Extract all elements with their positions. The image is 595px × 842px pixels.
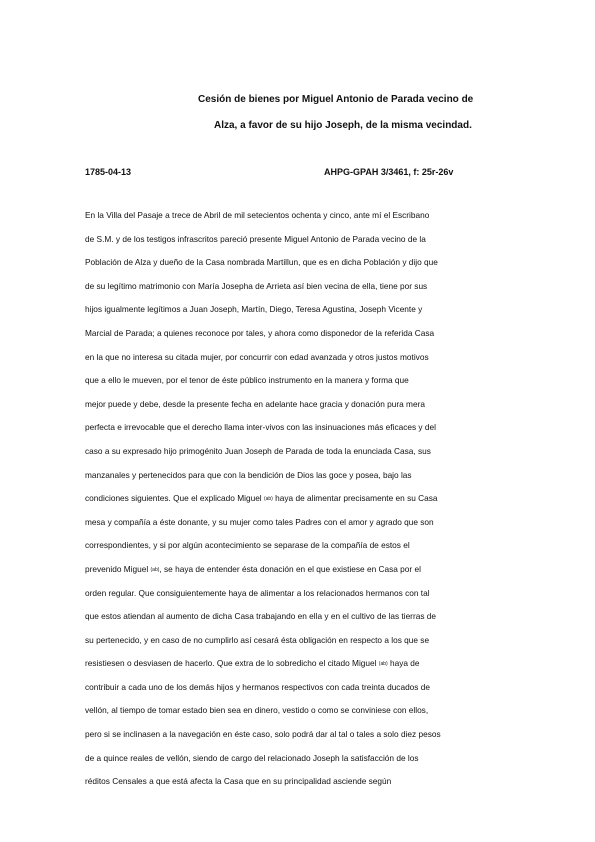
body-line: mejor puede y debe, desde la presente fecha en adelante hace gracia y donación pura mera <box>85 398 425 409</box>
body-line: perfecta e irrevocable que el derecho llama inter-vivos con las insinuaciones más eficaces y del <box>85 422 436 433</box>
body-line: contribuir a cada uno de los demás hijos y hermanos respectivos con cada treinta ducados de <box>85 681 430 692</box>
body-line: resistiesen o desviasen de hacerlo. Que extra de lo sobredicho el citado Miguel (ab) haya de <box>85 658 420 669</box>
body-line: hijos igualmente legítimos a Juan Joseph, Martín, Diego, Teresa Agustina, Joseph Vicente y <box>85 304 423 315</box>
document-title-line-1: Cesión de bienes por Miguel Antonio de Parada vecino de <box>198 94 474 105</box>
body-line: correspondientes, y si por algún acontecimiento se separase de la compañía de estos el <box>85 540 410 551</box>
body-line: pero si se inclinasen a la navegación en éste caso, solo podrá dar al tal o tales a solo diez pesos <box>85 729 441 740</box>
body-line: caso a su expresado hijo primogénito Juan Joseph de Parada de toda la enunciada Casa, sus <box>85 445 431 456</box>
archive-reference: AHPG-GPAH 3/3461, f: 25r-26v <box>324 167 454 177</box>
body-line: en la que no interesa su citada mujer, por concurrir con edad avanzada y otros justos motivos <box>85 351 429 362</box>
body-line: En la Villa del Pasaje a trece de Abril de mil setecientos ochenta y cinco, ante mí el Escribano <box>85 210 430 220</box>
body-line: de su legítimo matrimonio con María Josepha de Arrieta así bien vecina de ella, tiene por sus <box>85 280 428 291</box>
body-line: de S.M. y de los testigos infrascritos pareció presente Miguel Antonio de Parada vecino de la <box>85 233 426 244</box>
abbreviation-mark: (ab) <box>263 496 273 503</box>
body-line: mesa y compañía a éste donante, y su mujer como tales Padres con el amor y agrado que son <box>85 516 434 527</box>
body-line: vellón, al tiempo de tomar estado bien sea en dinero, vestido o como se conviniese con ellos, <box>85 705 429 716</box>
document-title-line-2: Alza, a favor de su hijo Joseph, de la misma vecindad. <box>214 120 472 131</box>
body-line: condiciones siguientes. Que el explicado Miguel (ab) haya de alimentar precisamente en su Casa <box>85 493 438 504</box>
body-line: de a quince reales de vellón, siendo de cargo del relacionado Joseph la satisfacción de los <box>85 752 419 763</box>
body-line: que a ello le mueven, por el tenor de éste público instrumento en la manera y forma que <box>85 375 409 386</box>
abbreviation-mark: (ab) <box>150 566 160 573</box>
body-line: Marcial de Parada; a quienes reconoce por tales, y ahora como disponedor de la referida Casa <box>85 327 435 338</box>
body-line: orden regular. Que consiguientemente haya de alimentar a los relacionados hermanos con tal <box>85 587 430 598</box>
body-line: que estos atiendan al aumento de dicha Casa trabajando en ella y en el cultivo de las tierras de <box>85 611 437 622</box>
body-line: Población de Alza y dueño de la Casa nombrada Martillun, que es en dicha Población y dijo que <box>85 257 438 268</box>
body-line: prevenido Miguel (ab), se haya de entender ésta donación en el que existiese en Casa por el <box>85 563 421 574</box>
body-line: manzanales y pertenecidos para que con la bendición de Dios las goce y posea, bajo las <box>85 469 412 480</box>
body-line: réditos Censales a que está afecta la Casa que en su principalidad asciende según <box>85 776 392 787</box>
document-body <box>85 210 515 800</box>
abbreviation-mark: (ab) <box>378 661 388 668</box>
document-date: 1785-04-13 <box>85 167 132 177</box>
body-line: su pertenecido, y en caso de no cumplirlo así cesará ésta obligación en respecto a los que se <box>85 634 430 645</box>
